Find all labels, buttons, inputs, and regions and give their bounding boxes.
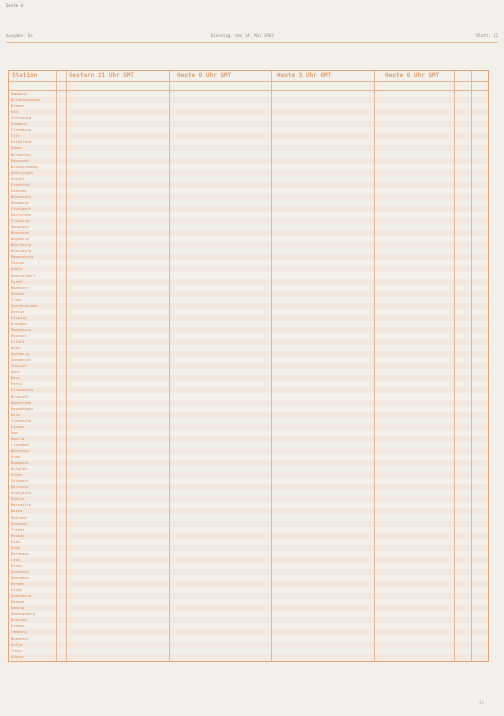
station-name: Belgrad — [11, 467, 27, 472]
station-name: Magdeburg — [11, 327, 31, 332]
station-name: Riga — [11, 545, 20, 550]
station-name: Wien — [11, 346, 20, 351]
station-name: Lyon — [11, 557, 20, 562]
station-name: Konstanz — [11, 225, 29, 230]
column-rule — [271, 71, 272, 661]
station-name: Kiew — [11, 539, 20, 544]
station-name: Mannheim — [11, 200, 29, 205]
station-name: Athen — [11, 473, 23, 478]
station-name: Oslo — [11, 412, 20, 417]
station-name: Giessen — [11, 188, 27, 193]
station-name: Frankfurt — [11, 182, 31, 187]
station-name: Innsbruck — [11, 358, 31, 363]
page-label: Seite 4 — [6, 3, 23, 8]
station-name: Genf — [11, 370, 20, 375]
station-name: Leipzig — [11, 315, 27, 320]
station-name: Schleswig — [11, 116, 31, 121]
station-name: Braunschweig — [11, 164, 38, 169]
station-name: Moskau — [11, 533, 25, 538]
station-name: Sofia — [11, 642, 23, 647]
station-name: Nuernberg — [11, 243, 31, 248]
station-name: Koeln — [11, 267, 23, 272]
station-name: Goettingen — [11, 170, 34, 175]
column-rule — [56, 71, 57, 661]
station-name: Mailand — [11, 515, 27, 520]
station-name: Rostock — [11, 334, 27, 338]
station-name: Dublin — [11, 497, 25, 502]
station-name: Muenster — [11, 285, 29, 290]
station-name: Wuerzburg — [11, 249, 31, 254]
station-name: Goeteborg — [11, 594, 31, 599]
station-name: Kassel — [11, 176, 25, 181]
station-name: Visby — [11, 588, 23, 593]
station-name: London — [11, 424, 25, 429]
station-name: Brest — [11, 563, 23, 568]
station-name: Madrid — [11, 436, 25, 441]
station-name: Valentia — [11, 569, 29, 574]
station-name: Emden — [11, 146, 23, 151]
station-name: Stuttgart — [11, 206, 31, 211]
station-name: Koenigsberg — [11, 612, 36, 617]
document-header — [6, 33, 498, 40]
station-name: Helgoland — [11, 140, 31, 145]
station-name: Lemberg — [11, 630, 27, 635]
station-name: Tunis — [11, 648, 23, 653]
station-name: Saarbruecken — [11, 303, 38, 308]
station-name: Kiel — [11, 110, 20, 115]
title-rule — [9, 81, 488, 82]
station-name: Algier — [11, 654, 25, 659]
station-name: Bruessel — [11, 394, 29, 399]
station-name: Regensburg — [11, 255, 34, 260]
column-rule — [169, 71, 170, 661]
station-name: Venedig — [11, 521, 27, 526]
station-name: Bergen — [11, 582, 25, 587]
station-name: Lissabon — [11, 442, 29, 447]
station-name: Zuerich — [11, 364, 27, 369]
station-name: Sylt — [11, 134, 20, 139]
table-row — [9, 654, 488, 660]
col-station-title: Station — [12, 72, 38, 79]
station-name: Essen — [11, 279, 23, 284]
station-name: Warschau — [11, 448, 29, 453]
column-rule — [66, 71, 67, 661]
station-name: Amsterdam — [11, 400, 31, 405]
station-name: Hannover — [11, 158, 29, 163]
station-name: Breslau — [11, 618, 27, 623]
station-name: Erfurt — [11, 340, 25, 345]
station-name: Stockholm — [11, 418, 31, 423]
station-name: Wiesbaden — [11, 194, 31, 199]
column-rule — [454, 71, 455, 661]
station-name: Malmoe — [11, 600, 25, 605]
station-name: Marseille — [11, 503, 31, 508]
station-name: Bordeaux — [11, 551, 29, 556]
header-left: Ausgabe: 6a — [6, 33, 33, 38]
station-name: Dresden — [11, 321, 27, 326]
station-name: Rom — [11, 430, 18, 435]
station-name: Reykjavik — [11, 491, 31, 496]
station-name: Aachen — [11, 291, 25, 296]
weather-table — [8, 70, 489, 662]
station-name: Norderney — [11, 152, 31, 157]
station-name: Berlin — [11, 309, 25, 314]
station-name: Hamburg — [11, 92, 27, 96]
header-rule — [6, 42, 498, 43]
station-name: Augsburg — [11, 237, 29, 242]
station-name: Trier — [11, 297, 23, 302]
column-rule — [374, 71, 375, 661]
station-name: Krakau — [11, 624, 25, 629]
col-2-title: Heute 0 Uhr GMT — [177, 72, 232, 79]
station-name: Danzig — [11, 606, 25, 611]
station-name: Passau — [11, 261, 25, 266]
station-name: Karlsruhe — [11, 213, 31, 217]
station-name: Istanbul — [11, 479, 29, 484]
station-name: Paris — [11, 382, 23, 387]
station-name: Helsinki — [11, 485, 29, 490]
station-name: Bukarest — [11, 636, 29, 641]
station-name: Nizza — [11, 509, 23, 514]
header-center: Dienstag, den 14. Mai 1963 — [211, 33, 274, 38]
page-number: 41 — [479, 700, 484, 705]
station-name: Bern — [11, 376, 20, 381]
station-name: Fehmarn — [11, 122, 27, 127]
station-name: Wilhelmshaven — [11, 98, 40, 103]
col-3-title: Heute 3 Uhr GMT — [277, 72, 332, 79]
station-name: Salzburg — [11, 352, 29, 357]
station-name: Triest — [11, 527, 25, 532]
station-name: Kopenhagen — [11, 406, 34, 411]
station-name: Freiburg — [11, 219, 29, 224]
col-1-title: Gestern 21 Uhr GMT — [69, 72, 135, 79]
header-right: Blatt: 12 — [476, 33, 498, 38]
station-name: Duesseldorf — [11, 273, 36, 278]
station-name: Flensburg — [11, 128, 31, 133]
station-name: Muenchen — [11, 231, 29, 236]
station-name: Strassburg — [11, 388, 34, 393]
station-name: Bremen — [11, 104, 25, 109]
column-rule — [471, 71, 472, 661]
station-name: Aberdeen — [11, 576, 29, 580]
station-name: Budapest — [11, 461, 29, 466]
station-name: Prag — [11, 455, 20, 459]
col-4-title: Heute 6 Uhr GMT — [385, 72, 440, 79]
